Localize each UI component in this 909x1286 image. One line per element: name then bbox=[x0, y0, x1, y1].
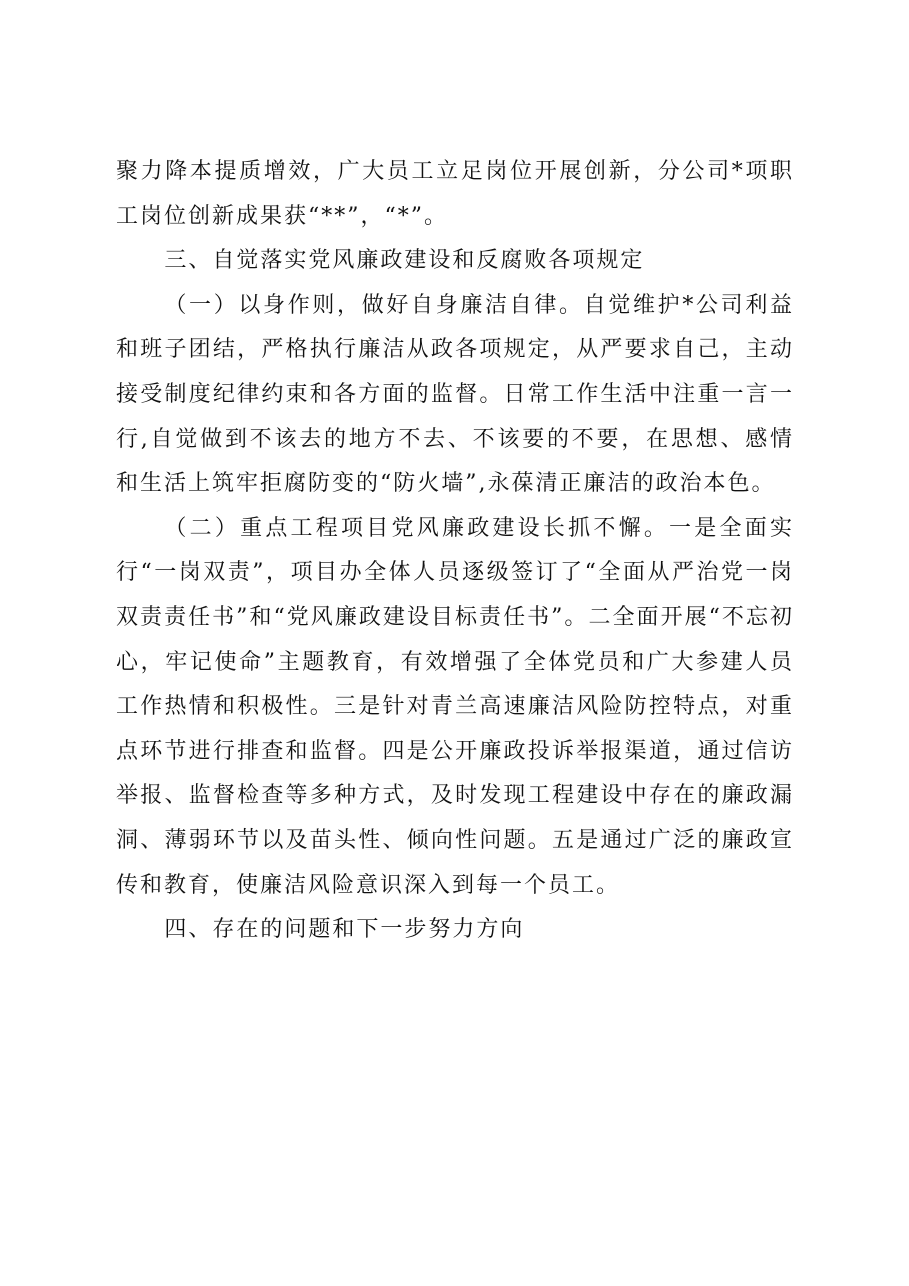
paragraph-self-discipline: （一）以身作则，做好自身廉洁自律。自觉维护*公司利益和班子团结，严格执行廉洁从政各项规定，从严要求自己，主动接受制度纪律约束和各方面的监督。日常工作生活中注重一言一行,自觉做到不该去的地方不去、不该要的不要，在思想、感情和生活上筑牢拒腐防变的“防火墙”,永葆清正廉洁的政治本色。 bbox=[116, 292, 794, 497]
section-heading-4: 四、存在的问题和下一步努力方向 bbox=[164, 917, 525, 943]
document-body bbox=[116, 150, 794, 953]
paragraph-continued: 聚力降本提质增效，广大员工立足岗位开展创新，分公司*项职工岗位创新成果获“**”，“*”。 bbox=[116, 159, 794, 229]
section-heading-3: 三、自觉落实党风廉政建设和反腐败各项规定 bbox=[164, 248, 645, 274]
paragraph-key-projects: （二）重点工程项目党风廉政建设长抓不懈。一是全面实行“一岗双责”，项目办全体人员逐级签订了“全面从严治党一岗双责责任书”和“党风廉政建设目标责任书”。二全面开展“不忘初心，牢记使命”主题教育，有效增强了全体党员和广大参建人员工作热情和积极性。三是针对青兰高速廉洁风险防控特点，对重点环节进行排查和监督。四是公开廉政投诉举报渠道，通过信访举报、监督检查等多种方式，及时发现工程建设中存在的廉政漏洞、薄弱环节以及苗头性、倾向性问题。五是通过广泛的廉政宣传和教育，使廉洁风险意识深入到每一个员工。 bbox=[116, 515, 794, 898]
